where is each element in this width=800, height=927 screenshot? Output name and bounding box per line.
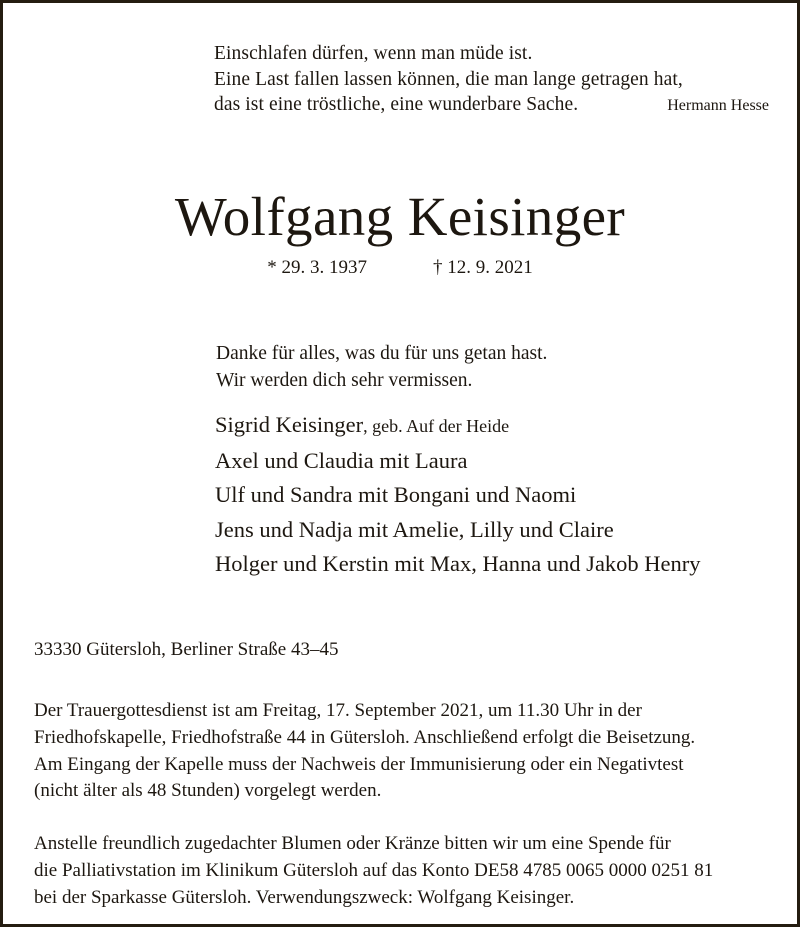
farewell-message (216, 340, 769, 394)
donation-line-3: bei der Sparkasse Gütersloh. Verwendungszweck: Wolfgang Keisinger. (34, 886, 575, 908)
quote-block (214, 41, 769, 119)
family-member-4: Holger und Kerstin mit Max, Hanna und Jakob Henry (215, 551, 701, 577)
service-line-3: Am Eingang der Kapelle muss der Nachweis der Immunisierung oder ein Negativtest (34, 753, 684, 775)
quote-attribution: Hermann Hesse (667, 97, 769, 114)
service-line-4: (nicht älter als 48 Stunden) vorgelegt werden. (34, 780, 382, 802)
family-member-3: Jens und Nadja mit Amelie, Lilly und Claire (215, 516, 614, 542)
donation-line-2: die Palliativstation im Klinikum Gütersloh auf das Konto DE58 4785 0065 0000 0251 81 (34, 859, 714, 881)
donation-details (34, 831, 773, 911)
widow-name: Sigrid Keisinger (215, 412, 364, 437)
family-member-widow (215, 408, 777, 444)
family-address: 33330 Gütersloh, Berliner Straße 43–45 (34, 639, 339, 660)
family-list (215, 408, 777, 582)
service-line-1: Der Trauergottesdienst ist am Freitag, 17. September 2021, um 11.30 Uhr in der (34, 700, 642, 721)
death-date: † 12. 9. 2021 (433, 257, 533, 278)
birth-date: * 29. 3. 1937 (267, 257, 367, 278)
family-member-1: Axel und Claudia mit Laura (215, 447, 468, 473)
donation-line-1: Anstelle freundlich zugedachter Blumen oder Kränze bitten wir um eine Spende für (34, 833, 671, 855)
notice-inner (3, 3, 797, 924)
service-details (34, 698, 773, 805)
quote-line-2: Eine Last fallen lassen können, die man lange getragen hat, (214, 68, 683, 90)
life-dates (3, 256, 797, 280)
details-block (34, 698, 773, 912)
widow-maiden-name: , geb. Auf der Heide (363, 416, 510, 436)
service-line-2: Friedhofskapelle, Friedhofstraße 44 in Gütersloh. Anschließend erfolgt die Beisetzung. (34, 726, 696, 748)
family-member-2: Ulf und Sandra mit Bongani und Naomi (215, 482, 577, 508)
message-line-1: Danke für alles, was du für uns getan hast. (216, 343, 548, 364)
quote-line-3: das ist eine tröstliche, eine wunderbare Sache. (214, 94, 579, 115)
name-block (3, 186, 797, 280)
quote-last-row (214, 92, 769, 119)
quote-line-1: Einschlafen dürfen, wenn man müde ist. (214, 43, 533, 64)
deceased-name: Wolfgang Keisinger (174, 186, 626, 247)
message-line-2: Wir werden dich sehr vermissen. (216, 370, 473, 391)
